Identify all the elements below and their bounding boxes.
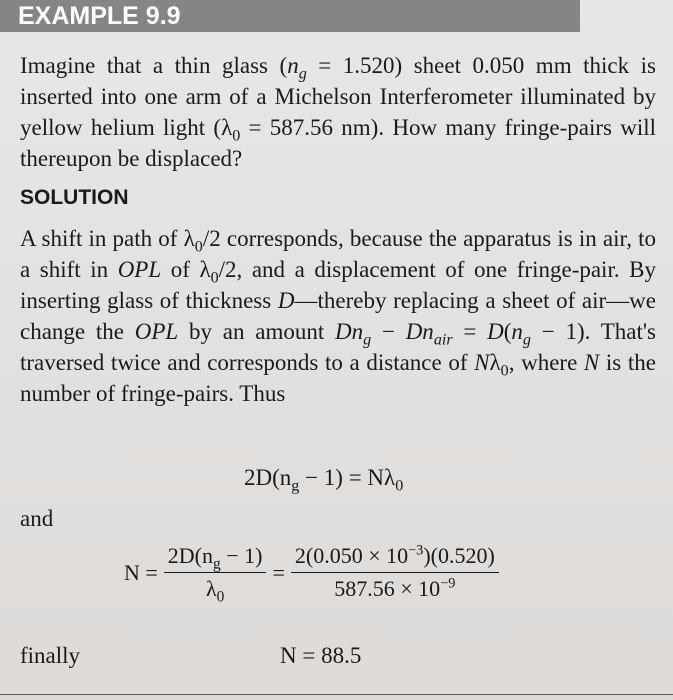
example-banner — [0, 0, 580, 32]
bottom-rule — [0, 694, 673, 695]
equation-solve-n — [118, 542, 499, 606]
example-label: EXAMPLE 9.9 — [18, 2, 181, 30]
equals-sign: = — [272, 559, 285, 585]
equation-result: N = 88.5 — [280, 643, 362, 668]
equation-path-difference: $2D(n_g - 1) = N\lambda_0$ — [244, 465, 404, 495]
and-word: and — [20, 506, 54, 531]
n-lhs: N = — [124, 559, 158, 585]
solution-heading: SOLUTION — [20, 186, 129, 209]
fraction-symbolic: $\frac{2D(n_g - 1)}{\lambda_0}$ — [164, 543, 267, 602]
fraction-numeric: $\frac{2(0.050 \times 10^{-3})(0.520)}{587.56 \times 10^{-9}}$ — [291, 543, 499, 602]
problem-statement: Imagine that a thin glass $(n_g = 1.520)$ sheet 0.050 mm thick is inserted into one arm of a Michelson Interferometer illuminated by yellow helium light ($\lambda_0 = 587.56$ nm). How many fringe-pairs will thereupon be displaced? — [20, 53, 657, 171]
finally-word: finally — [20, 643, 81, 668]
solution-body: A shift in path of $\lambda_0/2$ corresponds, because the apparatus is in air, to a shift in OPL of $\lambda_0/2$, and a displacement of one fringe-pair. By inserting glass of thickness D—thereby replacing a sheet of air—we change the OPL by an amount $Dn_g - Dn_{air} = D(n_g - 1)$. That's traversed twice and corresponds to a distance of $N\lambda_0$, where N is the number of fringe-pairs. Thus — [20, 226, 657, 406]
